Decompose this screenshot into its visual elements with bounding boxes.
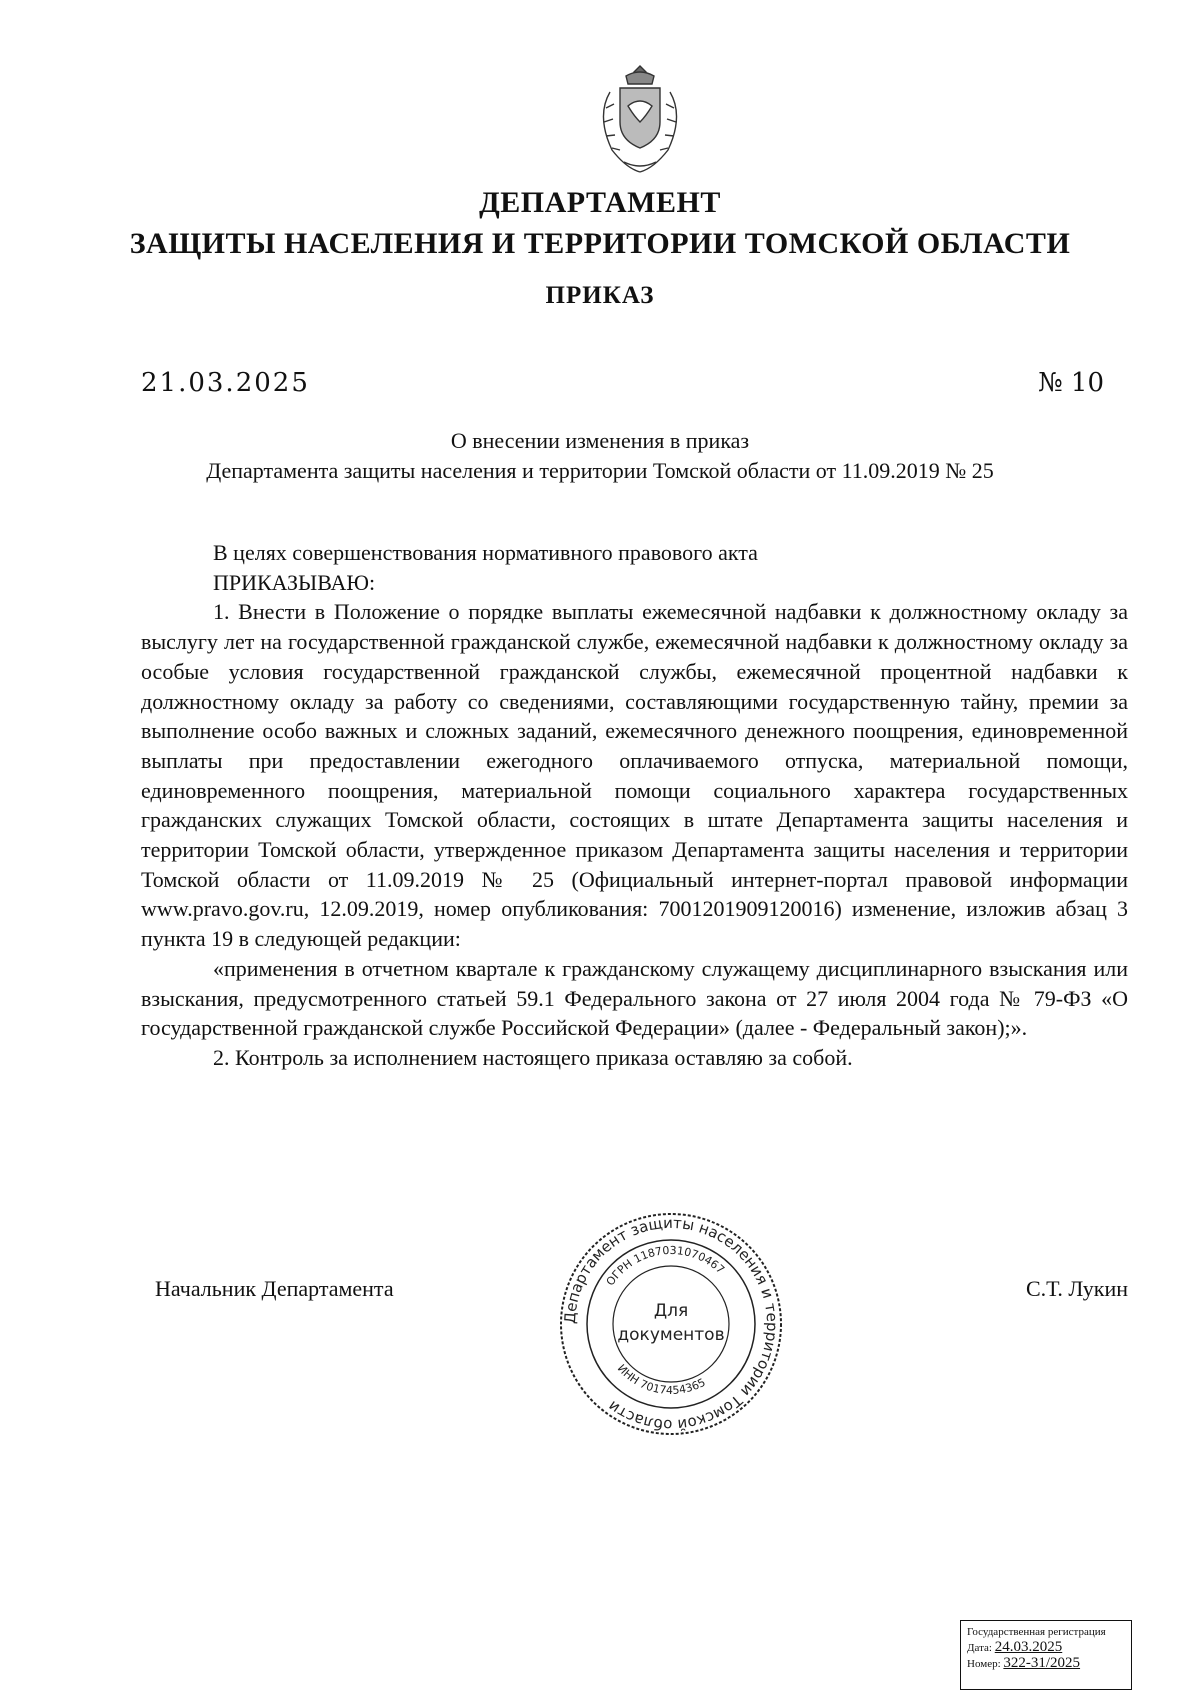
stamp-outer-text: Департамент защиты населения и территории Томской области bbox=[560, 1213, 782, 1435]
registration-title: Государственная регистрация bbox=[967, 1626, 1106, 1638]
department-title-line2: ЗАЩИТЫ НАСЕЛЕНИЯ И ТЕРРИТОРИИ ТОМСКОЙ ОБЛАСТИ bbox=[129, 227, 1071, 260]
document-date: 21.03.2025 bbox=[141, 368, 310, 398]
subject-line1: О внесении изменения в приказ bbox=[450, 428, 750, 453]
signatory-name: С.Т. Лукин bbox=[1025, 1276, 1128, 1301]
coat-of-arms-icon bbox=[580, 62, 700, 180]
stamp-center-line1: Для bbox=[653, 1301, 689, 1321]
registration-box bbox=[960, 1620, 1132, 1690]
registration-date-value: 24.03.2025 bbox=[994, 1639, 1063, 1655]
preamble: В целях совершенствования нормативного правового акта bbox=[213, 540, 758, 565]
document-body bbox=[141, 538, 1128, 1073]
registration-number-label: Номер: bbox=[967, 1658, 1001, 1670]
department-title-line1: ДЕПАРТАМЕНТ bbox=[479, 186, 721, 219]
stamp-ogrn: ОГРН 1187031070467 bbox=[603, 1243, 727, 1289]
document-type: ПРИКАЗ bbox=[545, 282, 655, 309]
registration-date-label: Дата: bbox=[967, 1642, 992, 1654]
order-word: ПРИКАЗЫВАЮ: bbox=[213, 569, 376, 595]
item-2: 2. Контроль за исполнением настоящего приказа оставляю за собой. bbox=[213, 1044, 853, 1070]
svg-text:ИНН 7017454365 bbox=[615, 1362, 708, 1397]
item-1: 1. Внести в Положение о порядке выплаты ежемесячной надбавки к должностному окладу за выслугу лет на государственной гражданской службе, ежемесячной надбавки к должностному окладу за особые условия государственной гражданской службы, ежемесячной процентной надбавки к должностному окладу за работу со сведениями, составляющими государственную тайну, премии за выполнение особо важных и сложных заданий, ежемесячного денежного поощрения, единовременной выплаты при предоставлении ежегодного оплачиваемого отпуска, материальной помощи, единовременного поощрения, материальной помощи социального характера государственных гражданских служащих Томской области, состоящих в штате Департамента защиты населения и территории Томской области, утвержденное приказом Департамента защиты населения и территории Томской области от 11.09.2019 № 25 (Официальный интернет-портал правовой информации www.pravo.gov.ru, 12.09.2019, номер опубликования: 7001201909120016) изменение, изложив абзац 3 пункта 19 в следующей редакции: bbox=[141, 599, 1128, 952]
stamp-inn: ИНН 7017454365 bbox=[614, 1361, 708, 1398]
quoted-paragraph: «применения в отчетном квартале к гражданскому служащему дисциплинарного взыскания или взыскания, предусмотренного статьей 59.1 Федерального закона от 27 июля 2004 года № 79-ФЗ «О государственной гражданской службе Российской Федерации» (далее - Федеральный закон);». bbox=[141, 955, 1128, 1041]
official-stamp bbox=[555, 1208, 787, 1440]
subject-line2: Департамента защиты населения и территории Томской области от 11.09.2019 № 25 bbox=[206, 458, 994, 483]
registration-number-value: 322-31/2025 bbox=[1003, 1655, 1081, 1671]
stamp-center-line2: документов bbox=[617, 1325, 725, 1345]
signatory-position: Начальник Департамента bbox=[155, 1276, 394, 1301]
document-number: № 10 bbox=[1038, 368, 1104, 398]
